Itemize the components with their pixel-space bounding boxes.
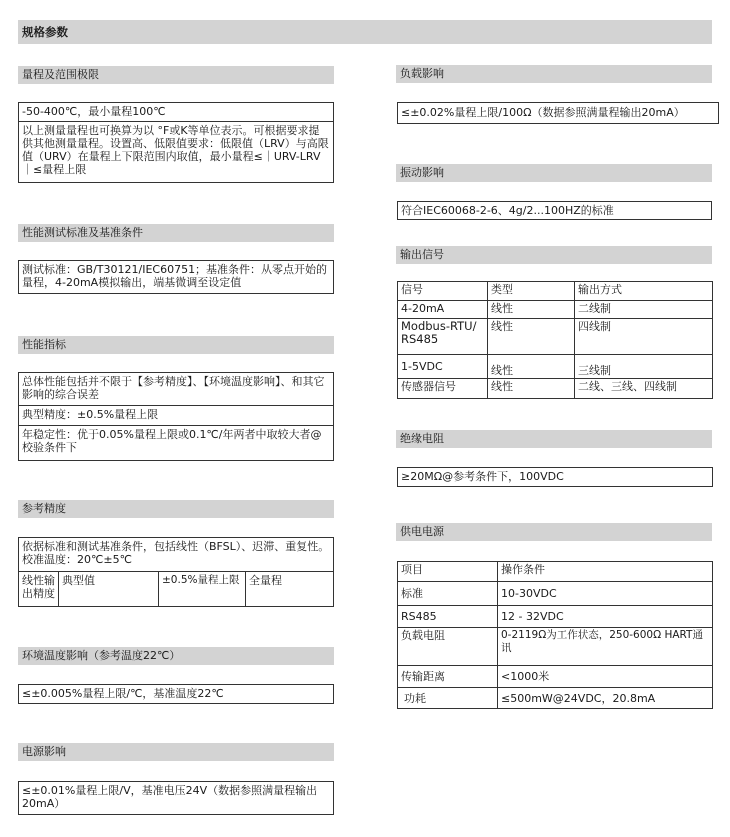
accuracy-cell-type: 典型值 (58, 571, 159, 607)
output-header-type: 类型 (488, 282, 575, 301)
accuracy-row (18, 571, 334, 607)
accuracy-cell-label: 线性输出精度 (18, 571, 59, 607)
vibration-text: 符合IEC60068-2-6、4g/2...100HZ的标准 (397, 201, 712, 220)
output-cell: 二线、三线、四线制 (575, 379, 713, 399)
ambient-section-header: 环境温度影响（参考温度22℃） (18, 647, 334, 665)
output-section-header: 输出信号 (396, 246, 712, 264)
supply-cell: RS485 (398, 606, 498, 628)
table-row (398, 628, 713, 666)
output-cell: 四线制 (575, 319, 713, 355)
output-cell: 线性 (488, 301, 575, 319)
supply-header-condition: 操作条件 (498, 562, 713, 582)
output-cell: 1-5VDC (398, 355, 488, 379)
output-cell: 三线制 (575, 355, 713, 379)
performance-section-header: 性能指标 (18, 336, 334, 354)
output-cell: 线性 (488, 355, 575, 379)
supply-cell: 功耗 (398, 688, 498, 709)
supply-cell: 12 - 32VDC (498, 606, 713, 628)
table-row (398, 606, 713, 628)
performance-row2: 典型精度：±0.5%量程上限 (18, 405, 334, 426)
standard-section-header: 性能测试标准及基准条件 (18, 224, 334, 242)
table-row (398, 319, 713, 355)
table-row (398, 355, 713, 379)
insulation-text: ≥20MΩ@参考条件下，100VDC (397, 467, 713, 487)
table-row (398, 582, 713, 606)
page-title: 规格参数 (18, 20, 712, 44)
output-header-mode: 输出方式 (575, 282, 713, 301)
supply-cell: <1000米 (498, 666, 713, 688)
range-line1: -50-400℃，最小量程100℃ (18, 102, 334, 122)
supply-header-item: 项目 (398, 562, 498, 582)
supply-cell: 标准 (398, 582, 498, 606)
accuracy-cell-value: ±0.5%量程上限 (158, 571, 246, 607)
supply-cell: 传输距离 (398, 666, 498, 688)
output-cell: 线性 (488, 319, 575, 355)
output-header-signal: 信号 (398, 282, 488, 301)
ambient-text: ≤±0.005%量程上限/℃，基准温度22℃ (18, 684, 334, 704)
output-cell: Modbus-RTU/RS485 (398, 319, 488, 355)
accuracy-cell-range: 全量程 (245, 571, 334, 607)
performance-row1: 总体性能包括并不限于【参考精度】、【环境温度影响】、和其它影响的综合误差 (18, 372, 334, 406)
table-row (398, 379, 713, 399)
supply-cell: 负载电阻 (398, 628, 498, 666)
range-line2: 以上测量量程也可换算为以 °F或K等单位表示。可根据要求提供其他测量量程。设置高、低限值要求：低限值（LRV）与高限值（URV）在量程上下限范围内取值，最小量程≤｜URV-LRV｜≤量程上限 (18, 121, 334, 183)
output-cell: 4-20mA (398, 301, 488, 319)
supply-cell: ≤500mW@24VDC，20.8mA (498, 688, 713, 709)
power-effect-text: ≤±0.01%量程上限/V，基准电压24V（数据参照满量程输出20mA） (18, 781, 334, 815)
standard-text: 测试标准：GB/T30121/IEC60751；基准条件：从零点开始的量程，4-20mA模拟输出，端基微调至设定值 (18, 260, 334, 294)
table-row (398, 688, 713, 709)
table-row (398, 301, 713, 319)
table-row (398, 562, 713, 582)
accuracy-text: 依据标准和测试基准条件，包括线性（BFSL）、迟滞、重复性。校准温度：20℃±5℃ (18, 537, 334, 572)
range-section-header: 量程及范围极限 (18, 66, 334, 84)
supply-cell: 0-2119Ω为工作状态，250-600Ω HART通讯 (498, 628, 713, 666)
accuracy-section-header: 参考精度 (18, 500, 334, 518)
output-cell: 二线制 (575, 301, 713, 319)
load-effect-text: ≤±0.02%量程上限/100Ω（数据参照满量程输出20mA） (397, 102, 719, 124)
output-table (397, 281, 713, 399)
table-row (398, 666, 713, 688)
insulation-section-header: 绝缘电阻 (396, 430, 712, 448)
performance-row3: 年稳定性：优于0.05%量程上限或0.1℃/年两者中取较大者@校验条件下 (18, 425, 334, 461)
power-effect-section-header: 电源影响 (18, 743, 334, 761)
load-effect-section-header: 负载影响 (396, 65, 712, 83)
output-cell: 线性 (488, 379, 575, 399)
table-row (398, 282, 713, 301)
output-cell: 传感器信号 (398, 379, 488, 399)
supply-section-header: 供电电源 (396, 523, 712, 541)
vibration-section-header: 振动影响 (396, 164, 712, 182)
supply-table (397, 561, 713, 709)
supply-cell: 10-30VDC (498, 582, 713, 606)
